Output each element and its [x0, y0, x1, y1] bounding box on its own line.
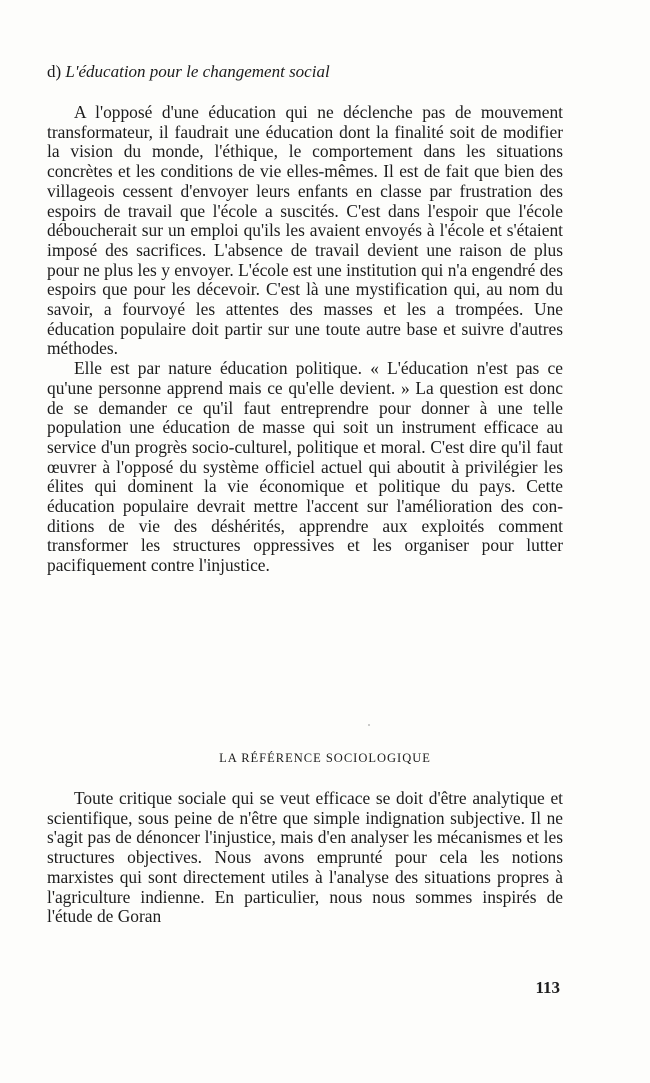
page-number: 113: [535, 978, 560, 997]
paragraph: Toute critique sociale qui se veut efficace se doit d'être analytique et scientifique, sous peine de n'être que simple indignation subjective. Il ne s'agit pas de dénoncer l'injustice, mais d'en analyser les mécanismes et les structures objectives. Nous avons emprunté pour cela les notions marxistes qui sont directement utiles à l'analyse des situations propres à l'agriculture indienne. En particulier, nous nous sommes inspirés de l'étude de Goran: [47, 788, 563, 927]
speck: [368, 724, 370, 726]
section-heading: [47, 62, 567, 82]
paragraph: Elle est par nature éducation politique. « L'éducation n'est pas ce qu'une personne apprend mais ce qu'elle devient. » La question est donc de se demander ce qu'il faut entreprendre pour donner à une telle population une éducation de masse qui soit un instrument efficace au service d'un progrès socio-culturel, politique et moral. C'est dire qu'il faut œuvrer à l'opposé du système officiel actuel qui aboutit à privilégier les élites qui dominent la vie économique et politique du pays. Cette éducation populaire devrait mettre l'accent sur l'amélioration des conditions de vie des déshérités, apprendre aux exploités comment transformer les structures oppressives et les organiser pour lutter pacifiquement contre l'injustice.: [47, 358, 563, 576]
paragraph: A l'opposé d'une éducation qui ne déclenche pas de mouvement transformateur, il faudrait une éducation dont la finalité soit de modifier la vision du monde, l'éthique, le comportement dans les situations concrètes et les conditions de vie elles-mêmes. Il est de fait que bien des villageois cessent d'envoyer leurs enfants en classe par frustration des espoirs de travail que l'école a suscités. C'est dans l'espoir que l'école déboucherait sur un emploi qu'ils les avaient envoyés à l'école et s'étaient imposé des sacrifices. L'absence de travail devient une raison de plus pour ne plus les y envoyer. L'école est une institution qui n'a engendré des espoirs que pour les décevoir. C'est là une mystification qui, au nom du savoir, a fourvoyé les attentes des masses et les a trompées. Une éducation populaire doit partir sur une toute autre base et suivre d'autres méthodes.: [47, 102, 563, 359]
body-text-block-2: [47, 789, 563, 927]
subheading: LA RÉFÉRENCE SOCIOLOGIQUE: [219, 751, 431, 765]
section-label: d): [47, 62, 62, 81]
section-title: L'éducation pour le changement social: [65, 62, 330, 81]
body-text-block: [47, 103, 563, 576]
